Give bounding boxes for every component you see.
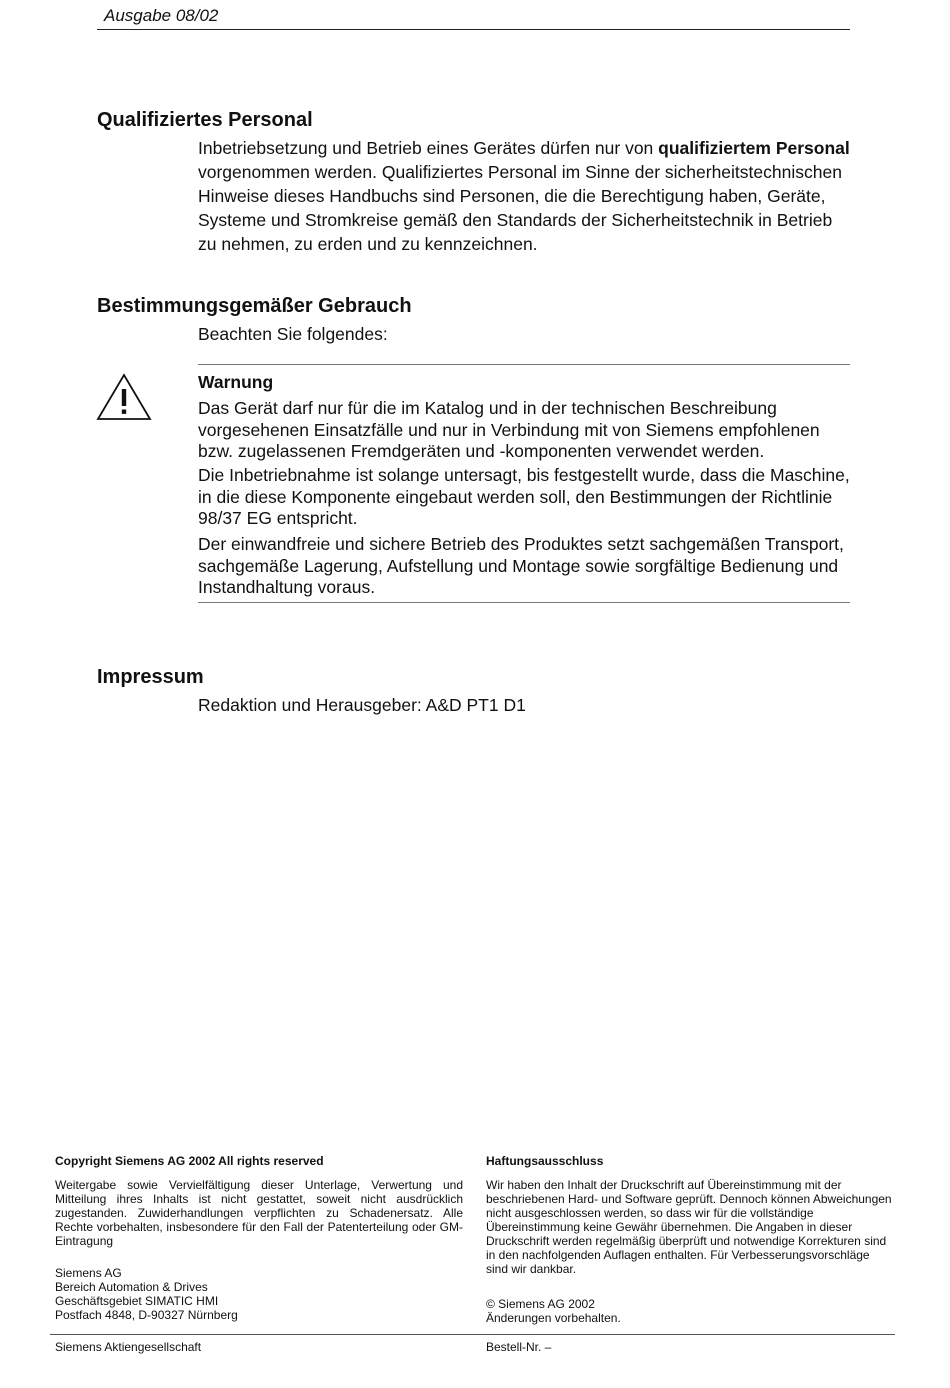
warning-paragraph-3: Der einwandfreie und sichere Betrieb des Produktes setzt sachgemäßen Transport, sachgemäße Lagerung, Aufstellung und Montage sowie sorgfältige Bedienung und Instandhaltung voraus.: [198, 534, 844, 597]
qualified-personnel-heading: Qualifiziertes Personal: [97, 109, 313, 131]
address-block: [55, 1266, 463, 1322]
qualified-text-bold: qualifiziertem Personal: [658, 138, 850, 158]
rights-line: © Siemens AG 2002: [486, 1297, 595, 1311]
header-divider: [97, 29, 850, 30]
address-line: Bereich Automation & Drives: [55, 1280, 208, 1294]
order-number: Bestell-Nr. –: [486, 1340, 552, 1354]
copyright-text: Weitergabe sowie Vervielfältigung dieser Unterlage, Verwertung und Mitteilung ihres Inhalts ist nicht gestattet, soweit nicht ausdrücklich zugestanden. Zuwiderhandlungen verpflichten zu Schadenersatz. Alle Rechte vorbehalten, insbesondere für den Fall der Patenterteilung oder GM-Eintragung: [55, 1178, 463, 1248]
warning-paragraph-1: Das Gerät darf nur für die im Katalog und in der technischen Beschreibung vorgesehenen Einsatzfälle und nur in Verbindung mit von Siemens empfohlenen bzw. zugelassenen Fremdgeräten und -komponenten verwendet werden.: [198, 398, 820, 461]
copyright-title: Copyright Siemens AG 2002 All rights reserved: [55, 1154, 324, 1168]
intended-use-heading: Bestimmungsgemäßer Gebrauch: [97, 295, 412, 317]
address-line: Postfach 4848, D-90327 Nürnberg: [55, 1308, 238, 1322]
edition-label: Ausgabe 08/02: [104, 6, 219, 25]
qualified-text-before: Inbetriebsetzung und Betrieb eines Gerätes dürfen nur von: [198, 138, 659, 158]
company-name: Siemens Aktiengesellschaft: [55, 1340, 202, 1354]
qualified-personnel-text: [198, 136, 850, 256]
footer-divider: [50, 1334, 895, 1335]
qualified-text-after: vorgenommen werden. Qualifiziertes Personal im Sinne der sicherheitstechnischen Hinweise dieses Handbuchs sind Personen, die die Berechtigung haben, Geräte, Systeme und Stromkreise gemäß den Standards der Sicherheitstechnik in Betrieb zu nehmen, zu erden und zu kennzeichnen.: [198, 162, 842, 254]
address-line: Geschäftsgebiet SIMATIC HMI: [55, 1294, 219, 1308]
warning-bottom-divider: [198, 602, 850, 603]
rights-block: [486, 1297, 894, 1325]
disclaimer-text: Wir haben den Inhalt der Druckschrift auf Übereinstimmung mit der beschriebenen Hard- und Software geprüft. Dennoch können Abweichungen nicht ausgeschlossen werden, so dass wir für die vollständige Übereinstimmung keine Gewähr übernehmen. Die Angaben in dieser Druckschrift werden regelmäßig überprüft und notwendige Korrekturen sind in den nachfolgenden Auflagen enthalten. Für Verbesserungsvorschläge sind wir dankbar.: [486, 1178, 892, 1276]
warning-triangle-icon: [96, 372, 152, 422]
intended-use-intro: Beachten Sie folgendes:: [198, 324, 388, 344]
warning-paragraph-2: Die Inbetriebnahme ist solange untersagt, bis festgestellt wurde, dass die Maschine, in die diese Komponente eingebaut werden soll, den Bestimmungen der Richtlinie 98/37 EG entspricht.: [198, 465, 850, 528]
disclaimer-title: Haftungsausschluss: [486, 1154, 604, 1168]
imprint-text: Redaktion und Herausgeber: A&D PT1 D1: [198, 695, 526, 715]
rights-line: Änderungen vorbehalten.: [486, 1311, 621, 1325]
imprint-heading: Impressum: [97, 666, 204, 688]
warning-top-divider: [198, 364, 850, 365]
warning-title: Warnung: [198, 372, 274, 392]
address-line: Siemens AG: [55, 1266, 122, 1280]
